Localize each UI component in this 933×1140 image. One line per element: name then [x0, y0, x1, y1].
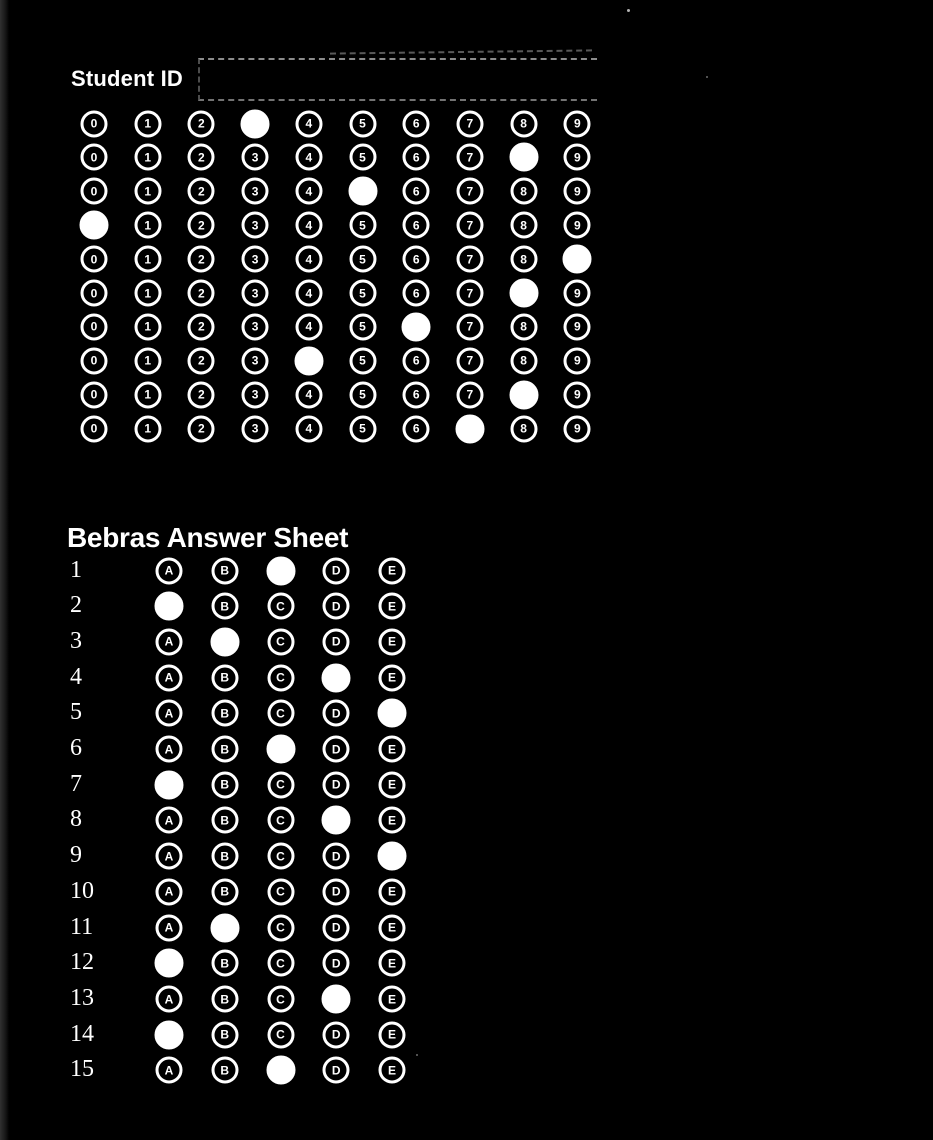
student-id-bubble-row8-digit-8[interactable]: 8 [510, 347, 537, 374]
student-id-bubble-row10-digit-1[interactable]: 1 [134, 415, 161, 442]
student-id-bubble-row7-digit-8[interactable]: 8 [510, 313, 537, 340]
answer-bubble-q10-E[interactable]: E [379, 878, 406, 905]
student-id-bubble-row2-digit-6[interactable]: 6 [403, 144, 430, 171]
answer-bubble-q8-A[interactable]: A [156, 807, 183, 834]
answer-bubble-q14-B[interactable]: B [211, 1021, 238, 1048]
student-id-bubble-row9-digit-7[interactable]: 7 [456, 381, 483, 408]
answer-bubble-q2-E[interactable]: E [379, 593, 406, 620]
student-id-bubble-row1-digit-3[interactable] [241, 109, 270, 138]
answer-bubble-q9-E[interactable] [378, 842, 407, 871]
student-id-bubble-row10-digit-7[interactable] [455, 414, 484, 443]
student-id-bubble-row2-digit-0[interactable]: 0 [81, 144, 108, 171]
student-id-bubble-row4-digit-5[interactable]: 5 [349, 212, 376, 239]
student-id-bubble-row7-digit-1[interactable]: 1 [134, 313, 161, 340]
student-id-bubble-row6-digit-4[interactable]: 4 [295, 280, 322, 307]
student-id-bubble-row9-digit-3[interactable]: 3 [242, 381, 269, 408]
student-id-bubble-row5-digit-7[interactable]: 7 [456, 246, 483, 273]
student-id-bubble-row9-digit-6[interactable]: 6 [403, 381, 430, 408]
student-id-bubble-row4-digit-9[interactable]: 9 [564, 212, 591, 239]
answer-bubble-q14-D[interactable]: D [323, 1021, 350, 1048]
student-id-bubble-row8-digit-0[interactable]: 0 [81, 347, 108, 374]
question-number-11: 11 [70, 913, 94, 940]
answer-bubble-q7-D[interactable]: D [323, 771, 350, 798]
answer-bubble-q13-C[interactable]: C [267, 986, 294, 1013]
scan-artifact-dashes [330, 49, 592, 54]
answer-bubble-q7-A[interactable] [155, 770, 184, 799]
answer-bubble-q10-C[interactable]: C [267, 878, 294, 905]
answer-bubble-q14-E[interactable]: E [379, 1021, 406, 1048]
student-id-bubble-row10-digit-5[interactable]: 5 [349, 415, 376, 442]
answer-bubble-q2-B[interactable]: B [211, 593, 238, 620]
student-id-bubble-row7-digit-0[interactable]: 0 [81, 313, 108, 340]
answer-bubble-q2-C[interactable]: C [267, 593, 294, 620]
answer-bubble-q10-A[interactable]: A [156, 878, 183, 905]
student-id-bubble-row5-digit-9[interactable] [563, 245, 592, 274]
answer-bubble-q10-B[interactable]: B [211, 878, 238, 905]
student-id-bubble-row10-digit-6[interactable]: 6 [403, 415, 430, 442]
question-number-3: 3 [70, 627, 82, 654]
answer-bubble-q9-B[interactable]: B [211, 843, 238, 870]
question-number-13: 13 [70, 984, 94, 1011]
question-number-2: 2 [70, 592, 82, 619]
student-id-bubble-row1-digit-6[interactable]: 6 [403, 110, 430, 137]
question-number-1: 1 [70, 556, 82, 583]
student-id-bubble-row3-digit-8[interactable]: 8 [510, 178, 537, 205]
scan-edge-artifact [0, 0, 9, 1140]
student-id-bubble-row10-digit-3[interactable]: 3 [242, 415, 269, 442]
student-id-bubble-row7-digit-2[interactable]: 2 [188, 313, 215, 340]
student-id-bubble-row6-digit-2[interactable]: 2 [188, 280, 215, 307]
answer-bubble-q15-B[interactable]: B [211, 1057, 238, 1084]
answer-sheet-title: Bebras Answer Sheet [67, 522, 349, 554]
student-id-bubble-row4-digit-3[interactable]: 3 [242, 212, 269, 239]
student-id-bubble-row2-digit-2[interactable]: 2 [188, 144, 215, 171]
student-id-bubble-row4-digit-0[interactable] [80, 211, 109, 240]
student-id-bubble-row2-digit-5[interactable]: 5 [349, 144, 376, 171]
answer-bubble-q8-B[interactable]: B [211, 807, 238, 834]
student-id-bubble-row4-digit-7[interactable]: 7 [456, 212, 483, 239]
answer-bubble-q1-D[interactable]: D [323, 557, 350, 584]
answer-bubble-q4-C[interactable]: C [267, 664, 294, 691]
student-id-bubble-row8-digit-3[interactable]: 3 [242, 347, 269, 374]
answer-bubble-q13-E[interactable]: E [379, 986, 406, 1013]
student-id-bubble-row4-digit-4[interactable]: 4 [295, 212, 322, 239]
answer-bubble-q10-D[interactable]: D [323, 878, 350, 905]
student-id-bubble-row1-digit-7[interactable]: 7 [456, 110, 483, 137]
answer-bubble-q8-E[interactable]: E [379, 807, 406, 834]
student-id-bubble-row6-digit-3[interactable]: 3 [242, 280, 269, 307]
student-id-bubble-row5-digit-3[interactable]: 3 [242, 246, 269, 273]
question-number-12: 12 [70, 949, 94, 976]
student-id-bubble-row4-digit-2[interactable]: 2 [188, 212, 215, 239]
student-id-bubble-row5-digit-1[interactable]: 1 [134, 246, 161, 273]
student-id-bubble-row4-digit-6[interactable]: 6 [403, 212, 430, 239]
answer-bubble-q5-E[interactable] [378, 699, 407, 728]
student-id-bubble-row2-digit-9[interactable]: 9 [564, 144, 591, 171]
student-id-bubble-row7-digit-6[interactable] [402, 312, 431, 341]
student-id-bubble-row1-digit-4[interactable]: 4 [295, 110, 322, 137]
student-id-bubble-row8-digit-1[interactable]: 1 [134, 347, 161, 374]
answer-bubble-q9-C[interactable]: C [267, 843, 294, 870]
question-number-14: 14 [70, 1020, 94, 1047]
answer-bubble-q1-C[interactable] [266, 556, 295, 585]
answer-bubble-q6-E[interactable]: E [379, 736, 406, 763]
answer-bubble-q4-A[interactable]: A [156, 664, 183, 691]
answer-bubble-q1-B[interactable]: B [211, 557, 238, 584]
student-id-bubble-row9-digit-2[interactable]: 2 [188, 381, 215, 408]
student-id-bubble-row9-digit-0[interactable]: 0 [81, 381, 108, 408]
student-id-bubble-row3-digit-2[interactable]: 2 [188, 178, 215, 205]
answer-bubble-q5-B[interactable]: B [211, 700, 238, 727]
student-id-bubble-row3-digit-1[interactable]: 1 [134, 178, 161, 205]
student-id-bubble-row4-digit-1[interactable]: 1 [134, 212, 161, 239]
student-id-bubble-row5-digit-4[interactable]: 4 [295, 246, 322, 273]
answer-bubble-q11-D[interactable]: D [323, 914, 350, 941]
answer-bubble-q13-A[interactable]: A [156, 986, 183, 1013]
student-id-bubble-row10-digit-2[interactable]: 2 [188, 415, 215, 442]
student-id-bubble-row2-digit-4[interactable]: 4 [295, 144, 322, 171]
student-id-bubble-row7-digit-9[interactable]: 9 [564, 313, 591, 340]
answer-bubble-q2-A[interactable] [155, 592, 184, 621]
student-id-bubble-row9-digit-4[interactable]: 4 [295, 381, 322, 408]
student-id-bubble-row6-digit-9[interactable]: 9 [564, 280, 591, 307]
student-id-bubble-row2-digit-8[interactable] [509, 143, 538, 172]
student-id-bubble-row8-digit-6[interactable]: 6 [403, 347, 430, 374]
answer-bubble-q12-A[interactable] [155, 949, 184, 978]
student-id-bubble-row3-digit-9[interactable]: 9 [564, 178, 591, 205]
student-id-bubble-row6-digit-1[interactable]: 1 [134, 280, 161, 307]
question-number-7: 7 [70, 770, 82, 797]
answer-bubble-q14-C[interactable]: C [267, 1021, 294, 1048]
answer-bubble-q3-E[interactable]: E [379, 628, 406, 655]
student-id-bubble-row3-digit-7[interactable]: 7 [456, 178, 483, 205]
student-id-bubble-row10-digit-9[interactable]: 9 [564, 415, 591, 442]
answer-bubble-q13-D[interactable] [322, 985, 351, 1014]
scan-artifact-dot [416, 1054, 418, 1056]
student-id-bubble-row3-digit-5[interactable] [348, 177, 377, 206]
question-number-15: 15 [70, 1056, 94, 1083]
student-id-bubble-row3-digit-6[interactable]: 6 [403, 178, 430, 205]
student-id-bubble-row2-digit-1[interactable]: 1 [134, 144, 161, 171]
student-id-bubble-row4-digit-8[interactable]: 8 [510, 212, 537, 239]
student-id-bubble-row2-digit-3[interactable]: 3 [242, 144, 269, 171]
student-id-bubble-row6-digit-5[interactable]: 5 [349, 280, 376, 307]
student-id-bubble-row2-digit-7[interactable]: 7 [456, 144, 483, 171]
answer-bubble-q15-D[interactable]: D [323, 1057, 350, 1084]
student-id-bubble-row6-digit-8[interactable] [509, 279, 538, 308]
answer-bubble-q15-E[interactable]: E [379, 1057, 406, 1084]
question-number-9: 9 [70, 842, 82, 869]
student-id-bubble-row1-digit-0[interactable]: 0 [81, 110, 108, 137]
answer-bubble-q13-B[interactable]: B [211, 986, 238, 1013]
answer-bubble-q1-A[interactable]: A [156, 557, 183, 584]
answer-bubble-q6-C[interactable] [266, 735, 295, 764]
answer-bubble-q4-E[interactable]: E [379, 664, 406, 691]
answer-bubble-q2-D[interactable]: D [323, 593, 350, 620]
answer-bubble-q11-A[interactable]: A [156, 914, 183, 941]
student-id-bubble-row5-digit-0[interactable]: 0 [81, 246, 108, 273]
student-id-label: Student ID [71, 66, 183, 91]
student-id-handwritten-field-redacted [198, 58, 597, 101]
answer-bubble-q3-B[interactable] [210, 627, 239, 656]
student-id-bubble-row7-digit-5[interactable]: 5 [349, 313, 376, 340]
question-number-6: 6 [70, 735, 82, 762]
answer-bubble-q11-B[interactable] [210, 913, 239, 942]
answer-bubble-q4-D[interactable] [322, 663, 351, 692]
answer-bubble-q1-E[interactable]: E [379, 557, 406, 584]
scan-artifact-dot [627, 9, 630, 12]
answer-bubble-q8-D[interactable] [322, 806, 351, 835]
answer-bubble-q9-D[interactable]: D [323, 843, 350, 870]
answer-bubble-q6-A[interactable]: A [156, 736, 183, 763]
answer-bubble-q5-C[interactable]: C [267, 700, 294, 727]
student-id-bubble-row6-digit-6[interactable]: 6 [403, 280, 430, 307]
student-id-bubble-row9-digit-1[interactable]: 1 [134, 381, 161, 408]
student-id-bubble-row8-digit-5[interactable]: 5 [349, 347, 376, 374]
student-id-bubble-row8-digit-7[interactable]: 7 [456, 347, 483, 374]
student-id-bubble-row9-digit-8[interactable] [509, 380, 538, 409]
student-id-bubble-row1-digit-1[interactable]: 1 [134, 110, 161, 137]
answer-bubble-q7-B[interactable]: B [211, 771, 238, 798]
student-id-bubble-row8-digit-4[interactable] [294, 346, 323, 375]
answer-bubble-q11-C[interactable]: C [267, 914, 294, 941]
answer-bubble-q7-C[interactable]: C [267, 771, 294, 798]
student-id-bubble-row9-digit-9[interactable]: 9 [564, 381, 591, 408]
student-id-bubble-row3-digit-0[interactable]: 0 [81, 178, 108, 205]
answer-bubble-q3-C[interactable]: C [267, 628, 294, 655]
question-number-10: 10 [70, 877, 94, 904]
student-id-bubble-row8-digit-2[interactable]: 2 [188, 347, 215, 374]
student-id-bubble-row3-digit-4[interactable]: 4 [295, 178, 322, 205]
answer-bubble-q6-D[interactable]: D [323, 736, 350, 763]
student-id-bubble-row10-digit-0[interactable]: 0 [81, 415, 108, 442]
question-number-8: 8 [70, 806, 82, 833]
answer-bubble-q3-A[interactable]: A [156, 628, 183, 655]
answer-bubble-q15-C[interactable] [266, 1056, 295, 1085]
student-id-bubble-row8-digit-9[interactable]: 9 [564, 347, 591, 374]
student-id-bubble-row7-digit-3[interactable]: 3 [242, 313, 269, 340]
student-id-bubble-row1-digit-9[interactable]: 9 [564, 110, 591, 137]
student-id-bubble-row5-digit-5[interactable]: 5 [349, 246, 376, 273]
answer-bubble-q6-B[interactable]: B [211, 736, 238, 763]
student-id-bubble-row1-digit-5[interactable]: 5 [349, 110, 376, 137]
student-id-bubble-row1-digit-8[interactable]: 8 [510, 110, 537, 137]
student-id-bubble-row3-digit-3[interactable]: 3 [242, 178, 269, 205]
answer-bubble-q11-E[interactable]: E [379, 914, 406, 941]
student-id-bubble-row7-digit-4[interactable]: 4 [295, 313, 322, 340]
student-id-bubble-row6-digit-7[interactable]: 7 [456, 280, 483, 307]
student-id-bubble-row5-digit-8[interactable]: 8 [510, 246, 537, 273]
student-id-bubble-row6-digit-0[interactable]: 0 [81, 280, 108, 307]
question-number-4: 4 [70, 663, 82, 690]
answer-bubble-q3-D[interactable]: D [323, 628, 350, 655]
answer-bubble-q12-B[interactable]: B [211, 950, 238, 977]
student-id-bubble-row10-digit-4[interactable]: 4 [295, 415, 322, 442]
answer-bubble-q9-A[interactable]: A [156, 843, 183, 870]
student-id-bubble-row5-digit-6[interactable]: 6 [403, 246, 430, 273]
answer-bubble-q12-C[interactable]: C [267, 950, 294, 977]
answer-bubble-q5-D[interactable]: D [323, 700, 350, 727]
answer-bubble-q14-A[interactable] [155, 1020, 184, 1049]
answer-bubble-q7-E[interactable]: E [379, 771, 406, 798]
answer-bubble-q4-B[interactable]: B [211, 664, 238, 691]
student-id-bubble-row5-digit-2[interactable]: 2 [188, 246, 215, 273]
question-number-5: 5 [70, 699, 82, 726]
student-id-bubble-row9-digit-5[interactable]: 5 [349, 381, 376, 408]
answer-bubble-q12-E[interactable]: E [379, 950, 406, 977]
student-id-bubble-row1-digit-2[interactable]: 2 [188, 110, 215, 137]
answer-bubble-q12-D[interactable]: D [323, 950, 350, 977]
student-id-bubble-row7-digit-7[interactable]: 7 [456, 313, 483, 340]
answer-bubble-q5-A[interactable]: A [156, 700, 183, 727]
student-id-bubble-row10-digit-8[interactable]: 8 [510, 415, 537, 442]
answer-bubble-q8-C[interactable]: C [267, 807, 294, 834]
answer-bubble-q15-A[interactable]: A [156, 1057, 183, 1084]
scan-artifact-dot [706, 76, 708, 78]
